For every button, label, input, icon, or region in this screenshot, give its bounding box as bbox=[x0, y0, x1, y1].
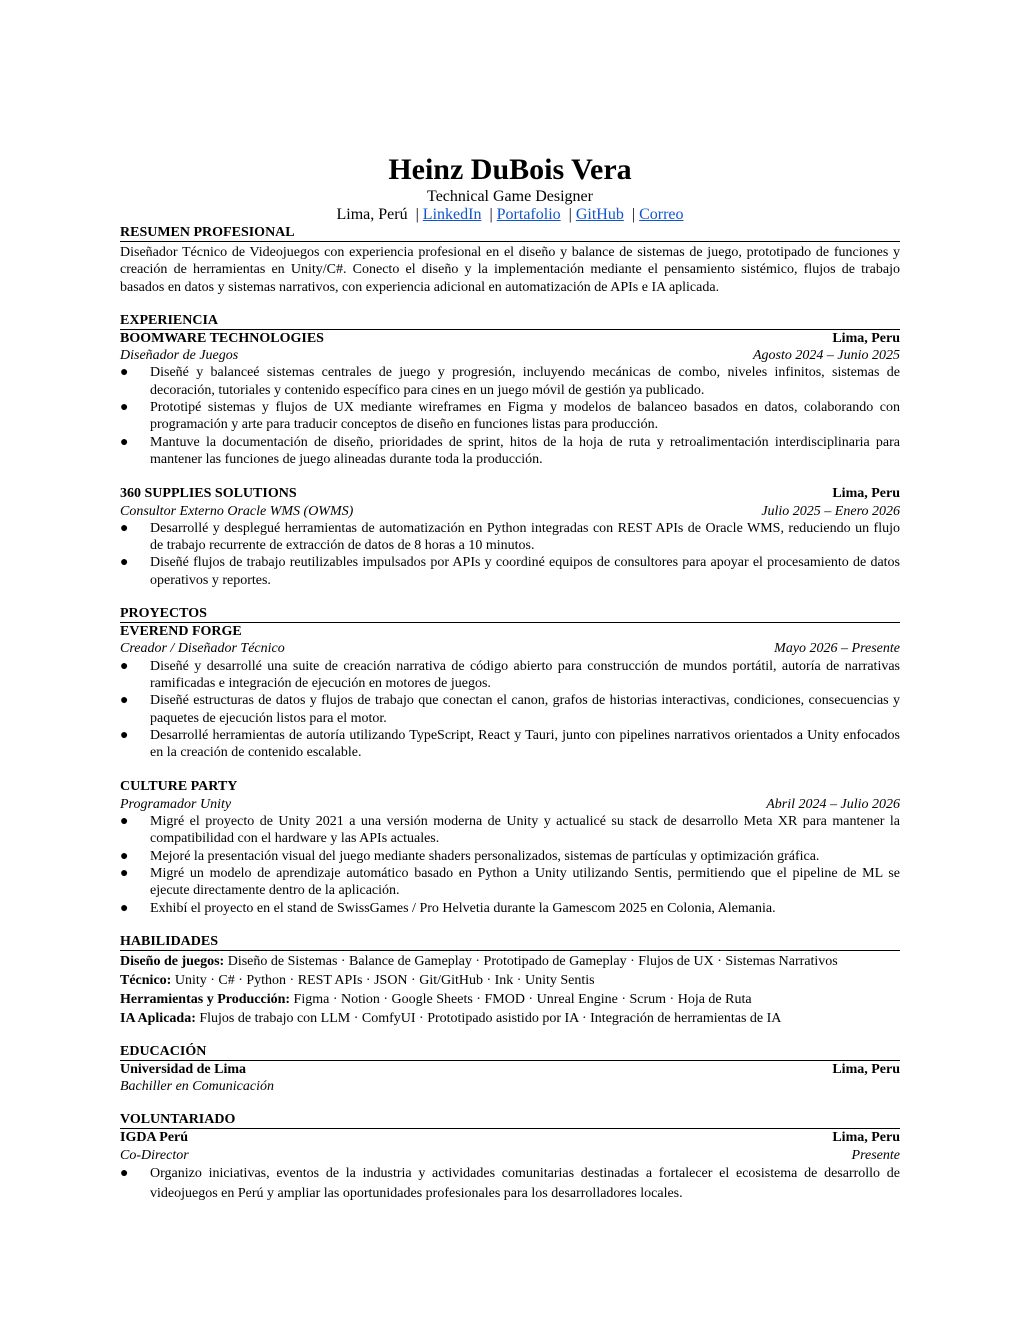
bullet-text: Mejoré la presentación visual del juego mediante shaders personalizados, sistemas de partículas y optimización gráfica. bbox=[150, 848, 820, 864]
bullet-list bbox=[120, 364, 900, 468]
entry-subheader bbox=[120, 1078, 900, 1095]
skill-label: Diseño de juegos: bbox=[120, 953, 225, 969]
bullet-item bbox=[120, 520, 900, 555]
section-title: EXPERIENCIA bbox=[120, 313, 900, 330]
bullet-item bbox=[120, 813, 900, 848]
bullet-text: Mantuve la documentación de diseño, prioridades de sprint, hitos de la hoja de ruta y retroalimentación interdisciplinaria para mantener las funciones de juego alineadas durante toda la producción. bbox=[150, 434, 900, 467]
linkedin-link[interactable]: LinkedIn bbox=[422, 206, 482, 223]
skill-row bbox=[120, 972, 900, 989]
skill-value: Unity · C# · Python · REST APIs · JSON · Git/GitHub · Ink · Unity Sentis bbox=[174, 972, 595, 988]
bullet-text: Desarrollé y desplegué herramientas de automatización en Python integradas con REST APIs de Oracle WMS, reduciendo un flujo de trabajo recurrente de extracción de datos de 8 horas a 10 minutos. bbox=[150, 520, 900, 554]
projects-section bbox=[120, 606, 900, 917]
company-name: 360 SUPPLIES SOLUTIONS bbox=[120, 486, 297, 502]
entry-location: Lima, Peru bbox=[832, 486, 900, 502]
section-title: EDUCACIÓN bbox=[120, 1044, 900, 1061]
resume-header bbox=[120, 152, 900, 224]
contact-line bbox=[120, 206, 900, 224]
skills-section bbox=[120, 934, 900, 1027]
bullet-text: Diseñé flujos de trabajo reutilizables impulsados por APIs y coordiné equipos de consultores para apoyar el procesamiento de datos operativos y reportes. bbox=[150, 555, 900, 588]
bullet-icon: ● bbox=[120, 400, 129, 416]
entry-dates: Mayo 2026 – Presente bbox=[774, 641, 900, 657]
resume-page bbox=[120, 152, 900, 1204]
company-name: BOOMWARE TECHNOLOGIES bbox=[120, 330, 324, 346]
entry-dates: Julio 2025 – Enero 2026 bbox=[761, 503, 900, 519]
bullet-text: Diseñé estructuras de datos y flujos de trabajo que conectan el canon, grafos de historias interactivas, condiciones, consecuencias y paquetes de ejecución listos para el motor. bbox=[150, 693, 900, 726]
bullet-item bbox=[120, 658, 900, 693]
email-link[interactable]: Correo bbox=[639, 206, 684, 223]
entry-location: Lima, Peru bbox=[832, 1061, 900, 1077]
entry-header bbox=[120, 778, 900, 795]
bullet-text: Exhibí el proyecto en el stand de SwissGames / Pro Helvetia durante la Gamescom 2025 en Colonia, Alemania. bbox=[150, 900, 776, 916]
separator: | bbox=[415, 206, 419, 223]
entry-dates: Abril 2024 – Julio 2026 bbox=[766, 796, 900, 812]
project-name: EVEREND FORGE bbox=[120, 624, 242, 640]
skill-label: Técnico: bbox=[120, 972, 172, 988]
bullet-icon: ● bbox=[120, 434, 129, 450]
job-title: Diseñador de Juegos bbox=[120, 348, 239, 364]
entry-dates: Presente bbox=[851, 1147, 900, 1163]
project-name: CULTURE PARTY bbox=[120, 779, 238, 795]
bullet-text: Migré un modelo de aprendizaje automático basado en Python a Unity utilizando Sentis, permitiendo que el pipeline de ML se ejecute directamente dentro de la aplicación. bbox=[150, 865, 900, 899]
entry-subheader bbox=[120, 640, 900, 657]
degree-text: Bachiller en Comunicación bbox=[120, 1079, 274, 1095]
entry-subheader bbox=[120, 1147, 900, 1164]
bullet-icon: ● bbox=[120, 814, 129, 830]
bullet-text: Prototipé sistemas y flujos de UX mediante wireframes en Figma y modelos de balanceo basados en datos, colaborando con programación y arte para traducir conceptos de diseño en funciones listas para producción. bbox=[150, 400, 900, 433]
bullet-text: Organizo iniciativas, eventos de la industria y actividades comunitarias destinadas a fortalecer el ecosistema de desarrollo de videojuegos en Perú y ampliar las oportunidades profesionales para los desarrolladores locales. bbox=[150, 1165, 900, 1201]
skill-label: Herramientas y Producción: bbox=[120, 991, 291, 1007]
bullet-item bbox=[120, 554, 900, 589]
entry-subheader bbox=[120, 347, 900, 364]
entry-subheader bbox=[120, 503, 900, 520]
entry-dates: Agosto 2024 – Junio 2025 bbox=[753, 348, 900, 364]
bullet-text: Diseñé y balanceé sistemas centrales de juego y progresión, incluyendo mecánicas de combo, niveles infinitos, sistemas de decoración, tutoriales y contenido específico para cines en un juego móvil de gestión ya publicado. bbox=[150, 365, 900, 398]
entry-location: Lima, Peru bbox=[832, 330, 900, 346]
bullet-list bbox=[120, 813, 900, 917]
portfolio-link[interactable]: Portafolio bbox=[496, 206, 561, 223]
separator: | bbox=[631, 206, 636, 223]
org-name: IGDA Perú bbox=[120, 1130, 189, 1146]
bullet-icon: ● bbox=[120, 1165, 129, 1181]
skill-value: Diseño de Sistemas · Balance de Gameplay · Prototipado de Gameplay · Flujos de UX · Sistemas Narrativos bbox=[227, 953, 838, 969]
skill-value: Figma · Notion · Google Sheets · FMOD · Unreal Engine · Scrum · Hoja de Ruta bbox=[293, 991, 752, 1007]
bullet-icon: ● bbox=[120, 848, 129, 864]
volunteering-section bbox=[120, 1112, 900, 1204]
section-title: RESUMEN PROFESIONAL bbox=[120, 225, 900, 242]
bullet-icon: ● bbox=[120, 520, 129, 536]
section-title: HABILIDADES bbox=[120, 934, 900, 951]
volunteer-role: Co-Director bbox=[120, 1147, 189, 1163]
bullet-icon: ● bbox=[120, 865, 129, 881]
location-text: Lima, Perú bbox=[336, 206, 408, 223]
skill-row bbox=[120, 953, 900, 970]
bullet-text: Diseñé y desarrollé una suite de creación narrativa de código abierto para construcción de mundos portátil, autoría de narrativas ramificadas e integración de ejecución en motores de juegos. bbox=[150, 658, 900, 691]
entry-header bbox=[120, 623, 900, 640]
entry-header bbox=[120, 330, 900, 347]
bullet-text: Migré el proyecto de Unity 2021 a una versión moderna de Unity y actualicé su stack de desarrollo Meta XR para mantener la compatibilidad con el hardware y las APIs actuales. bbox=[150, 814, 900, 847]
project-entry bbox=[120, 778, 900, 916]
bullet-item bbox=[120, 434, 900, 469]
bullet-list bbox=[120, 520, 900, 589]
bullet-item bbox=[120, 900, 900, 917]
skill-row bbox=[120, 991, 900, 1008]
bullet-list bbox=[120, 1164, 900, 1204]
bullet-icon: ● bbox=[120, 693, 129, 709]
experience-entry bbox=[120, 485, 900, 589]
separator: | bbox=[489, 206, 493, 223]
entry-header bbox=[120, 1129, 900, 1146]
separator: | bbox=[568, 206, 572, 223]
candidate-role: Technical Game Designer bbox=[427, 188, 593, 205]
entry-subheader bbox=[120, 796, 900, 813]
skill-value: Flujos de trabajo con LLM · ComfyUI · Prototipado asistido por IA · Integración de herramientas de IA bbox=[199, 1010, 782, 1026]
education-section bbox=[120, 1044, 900, 1096]
entry-header bbox=[120, 485, 900, 502]
github-link[interactable]: GitHub bbox=[575, 206, 624, 223]
bullet-item bbox=[120, 865, 900, 900]
bullet-item bbox=[120, 692, 900, 727]
bullet-icon: ● bbox=[120, 900, 129, 916]
bullet-list bbox=[120, 658, 900, 762]
candidate-name: Heinz DuBois Vera bbox=[388, 153, 632, 186]
bullet-icon: ● bbox=[120, 727, 129, 743]
bullet-icon: ● bbox=[120, 365, 129, 381]
summary-section bbox=[120, 225, 900, 296]
project-role: Creador / Diseñador Técnico bbox=[120, 641, 285, 657]
experience-entry bbox=[120, 330, 900, 468]
school-name: Universidad de Lima bbox=[120, 1061, 247, 1077]
job-title: Consultor Externo Oracle WMS (OWMS) bbox=[120, 503, 354, 519]
bullet-item bbox=[120, 848, 900, 865]
section-title: PROYECTOS bbox=[120, 606, 900, 623]
bullet-item bbox=[120, 399, 900, 434]
bullet-icon: ● bbox=[120, 658, 129, 674]
entry-location: Lima, Peru bbox=[832, 1130, 900, 1146]
bullet-item bbox=[120, 364, 900, 399]
skill-label: IA Aplicada: bbox=[120, 1010, 196, 1026]
section-title: VOLUNTARIADO bbox=[120, 1112, 900, 1129]
skill-row bbox=[120, 1010, 900, 1027]
project-entry bbox=[120, 623, 900, 761]
bullet-icon: ● bbox=[120, 555, 129, 571]
bullet-item bbox=[120, 727, 900, 762]
summary-text: Diseñador Técnico de Videojuegos con experiencia profesional en el diseño y balance de sistemas de juego, prototipado de funciones y creación de herramientas en Unity/C#. Conecto el diseño y la implementación mediante el pensamiento sistémico, flujos de trabajo basados en datos y sistemas narrativos, con experiencia adicional en automatización de APIs e IA aplicada. bbox=[120, 245, 900, 295]
entry-header bbox=[120, 1061, 900, 1078]
experience-section bbox=[120, 313, 900, 589]
project-role: Programador Unity bbox=[120, 796, 232, 812]
bullet-item bbox=[120, 1164, 900, 1204]
bullet-text: Desarrollé herramientas de autoría utilizando TypeScript, React y Tauri, junto con pipelines narrativos orientados a Unity enfocados en la creación de contenido escalable. bbox=[150, 727, 900, 761]
